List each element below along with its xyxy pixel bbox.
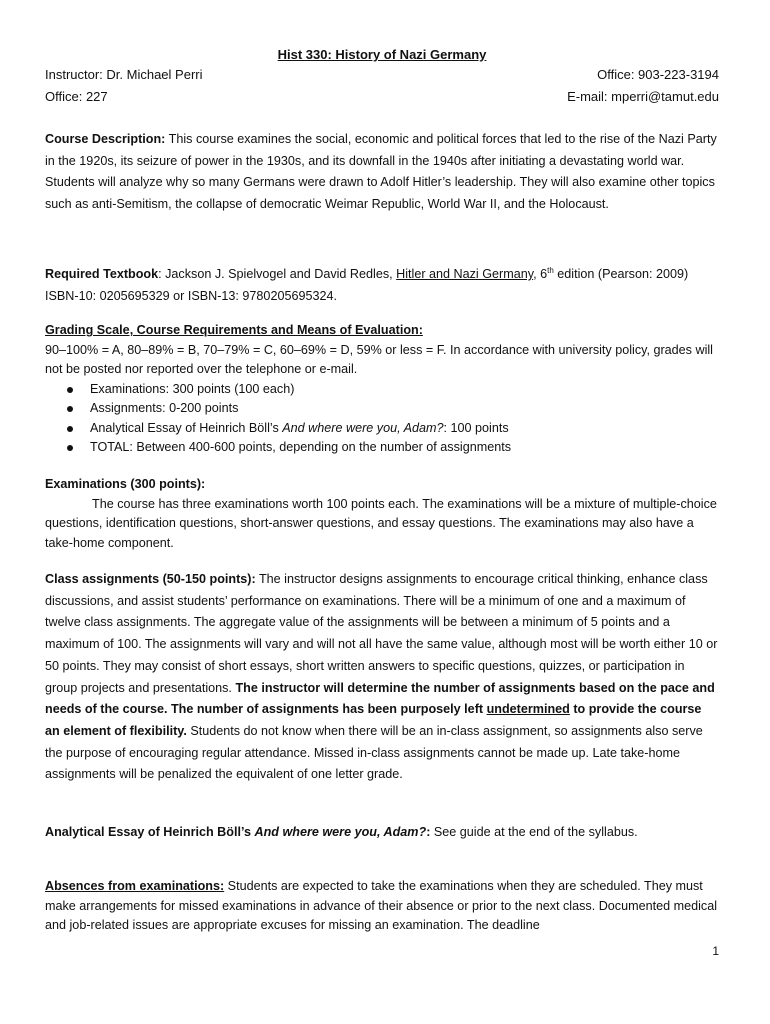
list-item: Examinations: 300 points (100 each) xyxy=(45,380,719,400)
list-item: Analytical Essay of Heinrich Böll’s And where were you, Adam?: 100 points xyxy=(45,419,719,439)
grading-section xyxy=(45,321,719,458)
textbook-edition-suffix: th xyxy=(547,266,554,275)
page-number: 1 xyxy=(712,944,719,958)
textbook-label: Required Textbook xyxy=(45,267,159,282)
bullet-icon xyxy=(67,426,73,432)
examinations-section xyxy=(45,475,719,553)
grading-scale: 90–100% = A, 80–89% = B, 70–79% = C, 60–69% = D, 59% or less = F. In accordance with university policy, grades will not be posted nor reported over the telephone or e-mail. xyxy=(45,342,713,376)
textbook-details: edition (Pearson: 2009) ISBN-10: 0205695329 or ISBN-13: 9780205695324. xyxy=(45,267,689,303)
absences-from-examinations: Absences from examinations: Students are expected to take the examinations when they are scheduled. They must make arrangements for missed examinations in advance of their absence or prior to the next class. Documented medical and job-related issues are appropriate excuses for missing an examination. The deadline xyxy=(45,879,718,932)
essay-title: And where were you, Adam? xyxy=(254,825,427,839)
bullet-icon xyxy=(67,387,73,393)
course-description-text: This course examines the social, economic and political forces that led to the rise of the Nazi Party in the 1920s, its seizure of power in the 1930s, and its downfall in the 1940s after initiating a devastating world war. Students will analyze why so many Germans were drawn to Adolf Hitler’s leadership. They will also examine other topics such as anti-Semitism, the collapse of democratic Weimar Republic, World War II, and the Holocaust. xyxy=(45,132,717,212)
bullet-icon xyxy=(67,445,73,451)
instructor-line: Instructor: Dr. Michael Perri xyxy=(45,67,203,82)
class-assignments-label: Class assignments (50-150 points): xyxy=(45,572,256,586)
course-description-label: Course Description: xyxy=(45,132,166,146)
required-textbook xyxy=(45,260,719,308)
list-item: Assignments: 0-200 points xyxy=(45,399,719,419)
analytical-essay: Analytical Essay of Heinrich Böll’s And where were you, Adam?: See guide at the end of the syllabus. xyxy=(45,825,638,839)
textbook-title: Hitler and Nazi Germany xyxy=(396,267,534,282)
textbook-edition-number: , 6 xyxy=(533,267,548,282)
examinations-text: The course has three examinations worth 100 points each. The examinations will be a mixture of multiple-choice questions, identification questions, short-answer questions, and essay questions. The examinations may also have a take-home component. xyxy=(45,496,717,550)
essay-book-title: And where were you, Adam? xyxy=(282,420,444,435)
class-assignments: Class assignments (50-150 points): The instructor designs assignments to encourage critical thinking, enhance class discussions, and assist students’ performance on examinations. There will be a minimum of one and a maximum of twelve class assignments. The aggregate value of the assignments will be between a minimum of 5 points and a maximum of 100. The assignments will vary and will not all have the same value, although most will be worth either 10 or 50 points. They may consist of short essays, short written answers to specific questions, quizzes, or participation in group projects and presentations. The instructor will determine the number of assignments based on the pace and needs of the course. The number of assignments has been purposely left undetermined to provide the course an element of flexibility. Students do not know when there will be an in-class assignment, so assignments also serve the purpose of encouraging regular attendance. Missed in-class assignments cannot be made up. Late take-home assignments will be penalized the equivalent of one letter grade. xyxy=(45,572,718,782)
textbook-authors: : Jackson J. Spielvogel and David Redles, xyxy=(158,267,397,282)
undetermined-emphasis: undetermined xyxy=(486,702,570,717)
course-description xyxy=(45,129,719,216)
grading-heading: Grading Scale, Course Requirements and Means of Evaluation: xyxy=(45,323,423,337)
examinations-heading: Examinations (300 points): xyxy=(45,477,206,491)
page-title: Hist 330: History of Nazi Germany xyxy=(277,47,487,62)
office-phone-line: Office: 903-223-3194 xyxy=(597,67,719,82)
absences-label: Absences from examinations: xyxy=(45,879,225,893)
list-item: TOTAL: Between 400-600 points, depending on the number of assignments xyxy=(45,438,719,458)
bullet-icon xyxy=(67,406,73,412)
office-room-line: Office: 227 xyxy=(45,89,108,104)
email-line: E-mail: mperri@tamut.edu xyxy=(567,89,719,104)
grading-list xyxy=(45,380,719,458)
